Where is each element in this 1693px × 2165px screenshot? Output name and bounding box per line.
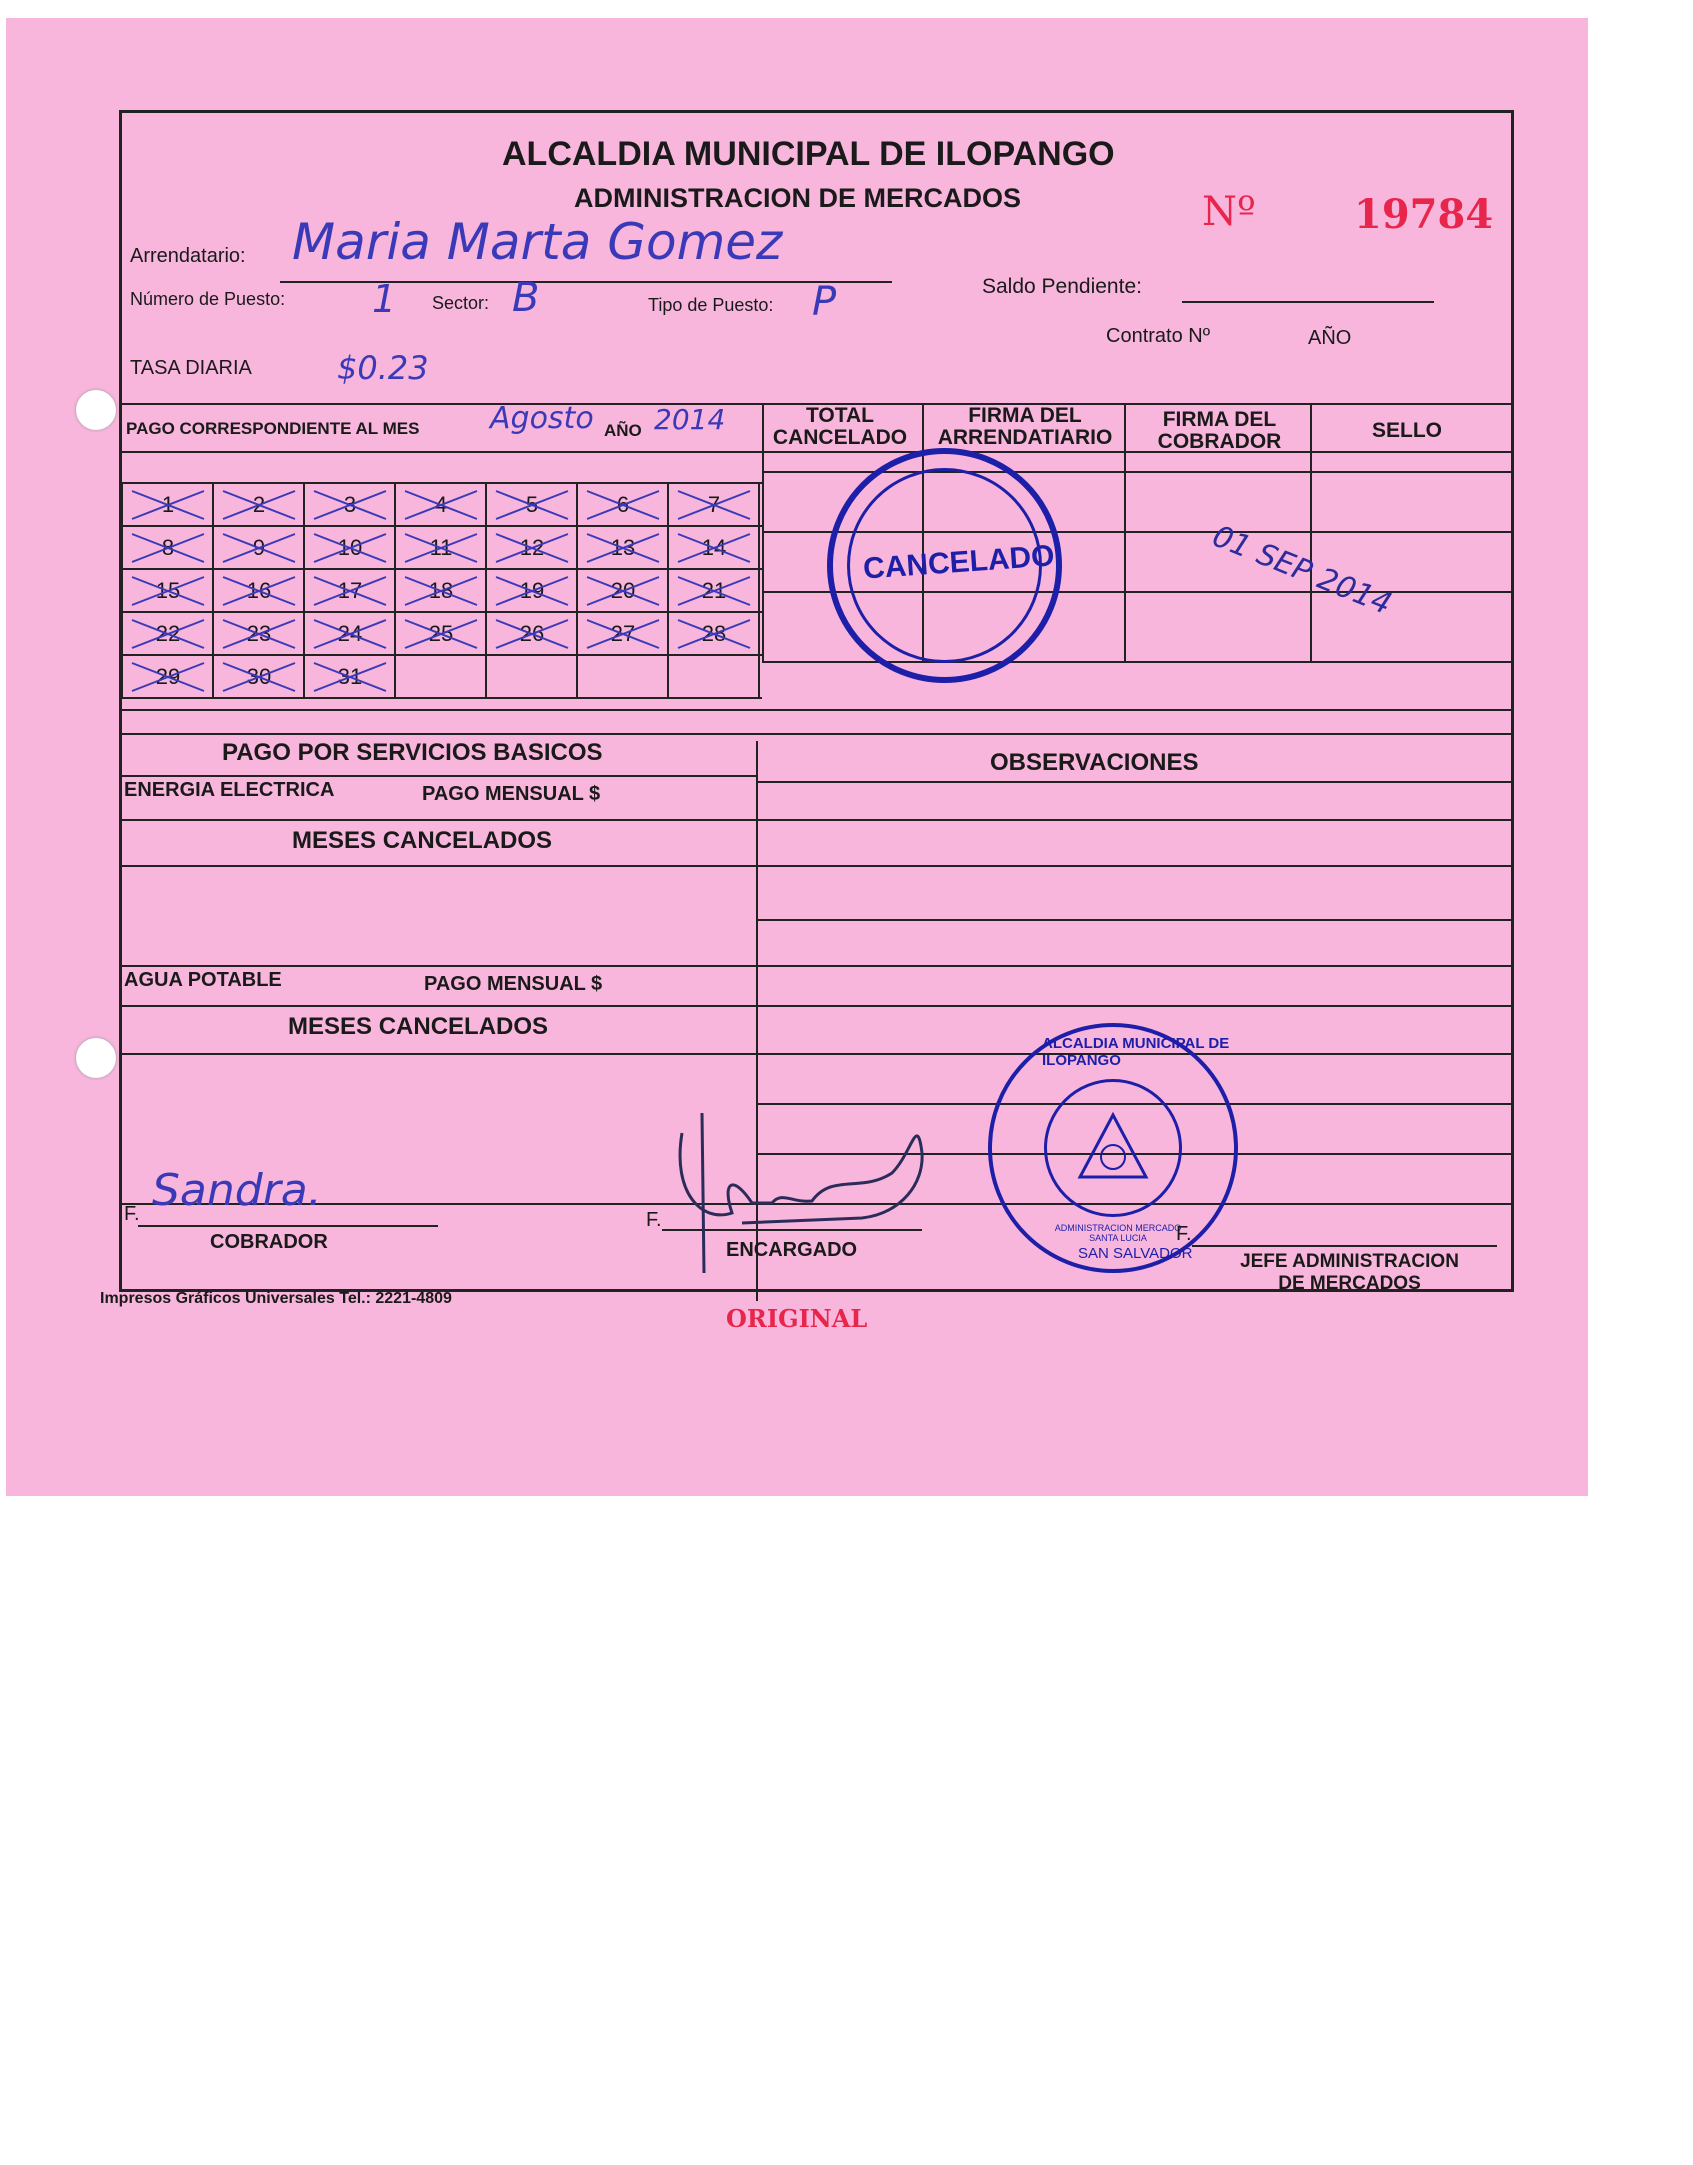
day-cross-mark xyxy=(124,612,212,656)
receipt-number: 19784 xyxy=(1354,191,1494,238)
punch-hole-bottom xyxy=(76,1038,116,1078)
day-cell-23: 23 xyxy=(215,612,303,656)
encargado-f: F. xyxy=(646,1209,662,1231)
day-cell-9: 9 xyxy=(215,526,303,570)
day-cross-mark xyxy=(124,569,212,613)
days-grid xyxy=(122,483,762,703)
day-cross-mark xyxy=(670,612,758,656)
energia-meses-cancelados: MESES CANCELADOS xyxy=(292,827,553,854)
day-cell-1: 1 xyxy=(124,483,212,527)
day-cross-mark xyxy=(488,526,576,570)
contrato-anio-label: AÑO xyxy=(1308,327,1352,349)
day-cell-19: 19 xyxy=(488,569,576,613)
servicios-title: PAGO POR SERVICIOS BASICOS xyxy=(222,739,603,766)
day-cell-25: 25 xyxy=(397,612,485,656)
day-cell-13: 13 xyxy=(579,526,667,570)
day-cell-8: 8 xyxy=(124,526,212,570)
day-cross-mark xyxy=(397,569,485,613)
day-cross-mark xyxy=(306,655,394,699)
day-cross-mark xyxy=(488,483,576,527)
day-cell-3: 3 xyxy=(306,483,394,527)
day-cross-mark xyxy=(670,483,758,527)
day-cross-mark xyxy=(579,526,667,570)
anio-label: AÑO xyxy=(604,421,642,440)
day-cross-mark xyxy=(215,612,303,656)
saldo-label: Saldo Pendiente: xyxy=(982,275,1142,298)
day-cell-31: 31 xyxy=(306,655,394,699)
tipo-puesto-value: P xyxy=(812,279,837,325)
day-cell-22: 22 xyxy=(124,612,212,656)
day-cell-10: 10 xyxy=(306,526,394,570)
day-cross-mark xyxy=(397,612,485,656)
puesto-value: 1 xyxy=(372,277,397,321)
puesto-label: Número de Puesto: xyxy=(130,289,286,309)
day-cross-mark xyxy=(124,526,212,570)
cobrador-label: COBRADOR xyxy=(210,1231,328,1253)
day-cell-5: 5 xyxy=(488,483,576,527)
seal-ring-bottom: SAN SALVADOR xyxy=(1078,1245,1193,1262)
day-cell-16: 16 xyxy=(215,569,303,613)
seal-ring-top: ALCALDIA MUNICIPAL DE ILOPANGO xyxy=(1042,1035,1230,1069)
energia-pago-mensual: PAGO MENSUAL $ xyxy=(422,783,601,805)
tasa-value: $0.23 xyxy=(337,349,429,387)
cobrador-f: F. xyxy=(124,1203,140,1225)
day-cell-21: 21 xyxy=(670,569,758,613)
punch-hole-top xyxy=(76,390,116,430)
day-cell-20: 20 xyxy=(579,569,667,613)
arrendatario-value: Maria Marta Gomez xyxy=(292,213,783,271)
day-cross-mark xyxy=(215,569,303,613)
mes-value: Agosto xyxy=(490,401,594,436)
day-cross-mark xyxy=(670,569,758,613)
mes-label: PAGO CORRESPONDIENTE AL MES xyxy=(126,419,420,438)
col-total-cancelado: TOTAL CANCELADO xyxy=(772,404,908,449)
day-cell-17: 17 xyxy=(306,569,394,613)
form-title: ALCALDIA MUNICIPAL DE ILOPANGO xyxy=(502,135,1115,173)
day-cross-mark xyxy=(306,612,394,656)
day-cell-29: 29 xyxy=(124,655,212,699)
cobrador-signature: Sandra. xyxy=(152,1165,322,1216)
day-cell-15: 15 xyxy=(124,569,212,613)
day-cross-mark xyxy=(306,526,394,570)
day-cell-6: 6 xyxy=(579,483,667,527)
day-cross-mark xyxy=(124,655,212,699)
tasa-label: TASA DIARIA xyxy=(130,357,252,379)
jefe-label-1: JEFE ADMINISTRACION xyxy=(1240,1251,1459,1272)
jefe-f: F. xyxy=(1176,1223,1192,1245)
tipo-puesto-label: Tipo de Puesto: xyxy=(648,295,774,315)
day-cross-mark xyxy=(397,483,485,527)
day-cross-mark xyxy=(579,569,667,613)
municipal-seal xyxy=(988,1023,1238,1273)
coat-of-arms-icon xyxy=(1072,1107,1154,1189)
day-cross-mark xyxy=(488,569,576,613)
day-cross-mark xyxy=(397,526,485,570)
seal-inner-text: ADMINISTRACION MERCADO SANTA LUCIA xyxy=(1054,1223,1182,1243)
day-cell-27: 27 xyxy=(579,612,667,656)
day-cell-14: 14 xyxy=(670,526,758,570)
day-cell-7: 7 xyxy=(670,483,758,527)
agua-pago-mensual: PAGO MENSUAL $ xyxy=(424,973,603,995)
jefe-label-2: DE MERCADOS xyxy=(1278,1273,1421,1294)
day-cross-mark xyxy=(306,483,394,527)
col-sello: SELLO xyxy=(1371,419,1442,442)
agua-label: AGUA POTABLE xyxy=(124,969,282,991)
form-subtitle: ADMINISTRACION DE MERCADOS xyxy=(574,183,1022,213)
copy-label: ORIGINAL xyxy=(726,1304,868,1333)
receipt-number-label: Nº xyxy=(1202,189,1256,235)
day-cell-4: 4 xyxy=(397,483,485,527)
day-cross-mark xyxy=(670,526,758,570)
sector-value: B xyxy=(512,275,540,321)
cancelado-stamp xyxy=(827,448,1062,683)
anio-value: 2014 xyxy=(654,403,726,436)
col-firma-cobrador: FIRMA DEL COBRADOR xyxy=(1157,408,1282,453)
day-cross-mark xyxy=(215,526,303,570)
day-cell-2: 2 xyxy=(215,483,303,527)
contrato-label: Contrato Nº xyxy=(1106,325,1211,347)
day-cross-mark xyxy=(579,612,667,656)
agua-meses-cancelados: MESES CANCELADOS xyxy=(288,1013,549,1040)
day-cross-mark xyxy=(488,612,576,656)
sector-label: Sector: xyxy=(432,293,490,313)
arrendatario-label: Arrendatario: xyxy=(130,245,246,267)
day-cross-mark xyxy=(215,483,303,527)
day-cell-28: 28 xyxy=(670,612,758,656)
energia-label: ENERGIA ELECTRICA xyxy=(124,779,335,801)
day-cell-12: 12 xyxy=(488,526,576,570)
observaciones-title: OBSERVACIONES xyxy=(990,749,1199,776)
day-cell-24: 24 xyxy=(306,612,394,656)
day-cross-mark xyxy=(579,483,667,527)
receipt-form xyxy=(119,110,1514,1292)
day-cell-26: 26 xyxy=(488,612,576,656)
day-cross-mark xyxy=(306,569,394,613)
cancelado-stamp-text: CANCELADO xyxy=(862,539,1056,586)
col-firma-arrendatario: FIRMA DEL ARRENDATIARIO xyxy=(937,404,1113,449)
day-cell-18: 18 xyxy=(397,569,485,613)
encargado-label: ENCARGADO xyxy=(726,1239,858,1261)
day-cross-mark xyxy=(124,483,212,527)
cancel-date: 01 SEP 2014 xyxy=(1207,518,1397,623)
day-cross-mark xyxy=(215,655,303,699)
day-cell-11: 11 xyxy=(397,526,485,570)
day-cell-30: 30 xyxy=(215,655,303,699)
printer-credit: Impresos Gráficos Universales Tel.: 2221-4809 xyxy=(100,1290,452,1307)
